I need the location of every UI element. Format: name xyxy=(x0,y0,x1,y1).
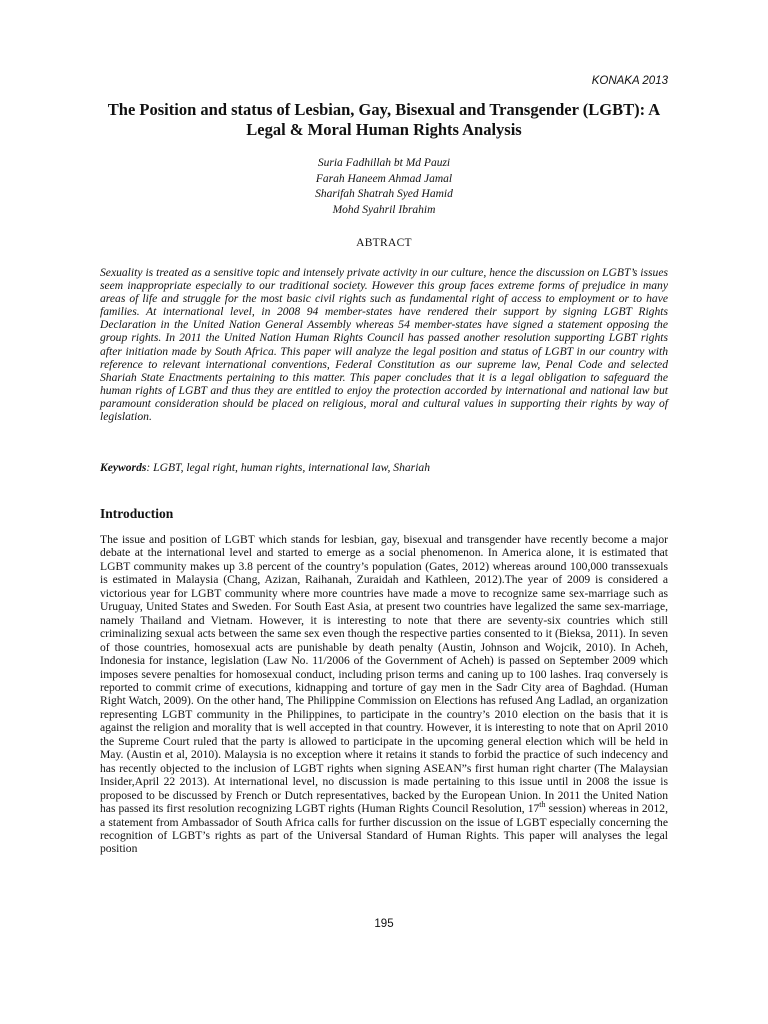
author-name: Farah Haneem Ahmad Jamal xyxy=(315,172,453,185)
keywords-text: : LGBT, legal right, human rights, international law, Shariah xyxy=(146,461,431,474)
keywords-label: Keywords xyxy=(100,461,147,474)
introduction-paragraph xyxy=(100,533,668,856)
author-name: Suria Fadhillah bt Md Pauzi xyxy=(317,157,451,169)
author-name: Sharifah Shatrah Syed Hamid xyxy=(315,188,453,200)
section-heading-introduction: Introduction xyxy=(100,506,174,521)
ordinal-superscript: th xyxy=(539,800,546,810)
journal-header: KONAKA 2013 xyxy=(591,75,668,87)
keywords-line xyxy=(100,461,668,474)
abstract-heading: ABTRACT xyxy=(356,237,412,249)
author-name: Mohd Syahril Ibrahim xyxy=(332,203,436,216)
introduction-text-part-2: session) whereas in 2012, a statement from Ambassador of South Africa calls for further discussion on the issue of LGBT especially concerning the recognition of LGBT’s rights as part of the Universal Standard of Human Rights. This paper will analyses the legal position xyxy=(100,802,668,856)
abstract-text: Sexuality is treated as a sensitive topic and intensely private activity in our culture, hence the discussion on LGBT’s issues seem inappropriate especially to our traditional society. However this group faces extreme forms of prejudice in many areas of life and struggle for the most basic civil rights such as fundamental right of access to employment or to have families. At international level, in 2008 94 member-states have rendered their support by signing LGBT Rights Declaration in the United Nation General Assembly whereas 54 member-states have signed a statement opposing the group rights. In 2011 the United Nation Human Rights Council has passed another resolution supporting LGBT rights after initiation made by South Africa. This paper will analyze the legal position and status of LGBT in our country with reference to relevant international conventions, Federal Constitution as our supreme law, Penal Code and selected Shariah State Enactments pertaining to this matter. This paper concludes that it is a legal obligation to safeguard the human rights of LGBT and thus they are entitled to enjoy the protection accorded by international and national law but paramount consideration should be placed on religious, moral and cultural values in supporting their rights by way of legislation. xyxy=(100,266,668,424)
author-list xyxy=(100,156,668,218)
introduction-text-part-1: The issue and position of LGBT which stands for lesbian, gay, bisexual and transgender have recently become a major debate at the international level and started to emerge as a social phenomenon. In America alone, it is estimated that LGBT community makes up 3.8 percent of the country’s population (Gates, 2012) whereas around 100,000 transsexuals is estimated in Malaysia (Chang, Azizan, Raihanah, Zuraidah and Kathleen, 2012).The year of 2009 is considered a victorious year for LGBT community where more countries have made a move to recognize same sex-marriage such as Uruguay, United States and Sweden. For South East Asia, at present two countries have legalized the same sex-marriage, namely Thailand and Vietnam. However, it is interesting to note that there are seventy-six countries which still criminalizing sexual acts between the same sex even though the respective parties consented to it (Bieksa, 2011). In seven of those countries, homosexual acts are punishable by death penalty (Austin, Johnson and Wojcik, 2010). In Acheh, Indonesia for instance, legislation (Law No. 11/2006 of the Government of Acheh) is passed on September 2009 which imposes severe penalties for homosexual conduct, including prison terms and caning up to 100 lashes. Iraq conversely is reported to commit crime of executions, kidnapping and torture of gay men in the Sadr City area of Baghdad. (Human Right Watch, 2009). On the other hand, The Philippine Commission on Elections has refused Ang Ladlad, an organization representing LGBT community in the Philippines, to participate in the country’s 2010 election on the basis that it is against the religion and morality that is well accepted in that country. However, it is interesting to note that on April 2010 the Supreme Court ruled that the party is allowed to participate in the upcoming general election which will be held in May. (Austin et al, 2010). Malaysia is no exception where it retains it stands to forbid the practice of such indecency and has recently objected to the inclusion of LGBT rights when signing ASEAN”s first human right charter (The Malaysian Insider,April 22 2013). At international level, no discussion is made pertaining to this issue until in 2008 the issue is proposed to be discussed by French or Dutch representatives, backed by the European Union. In 2011 the United Nation has passed its first resolution recognizing LGBT rights (Human Rights Council Resolution, 17 xyxy=(100,533,668,816)
paper-title: The Position and status of Lesbian, Gay, Bisexual and Transgender (LGBT): A Legal & Moral Human Rights Analysis xyxy=(107,100,661,139)
page-number: 195 xyxy=(374,918,394,930)
